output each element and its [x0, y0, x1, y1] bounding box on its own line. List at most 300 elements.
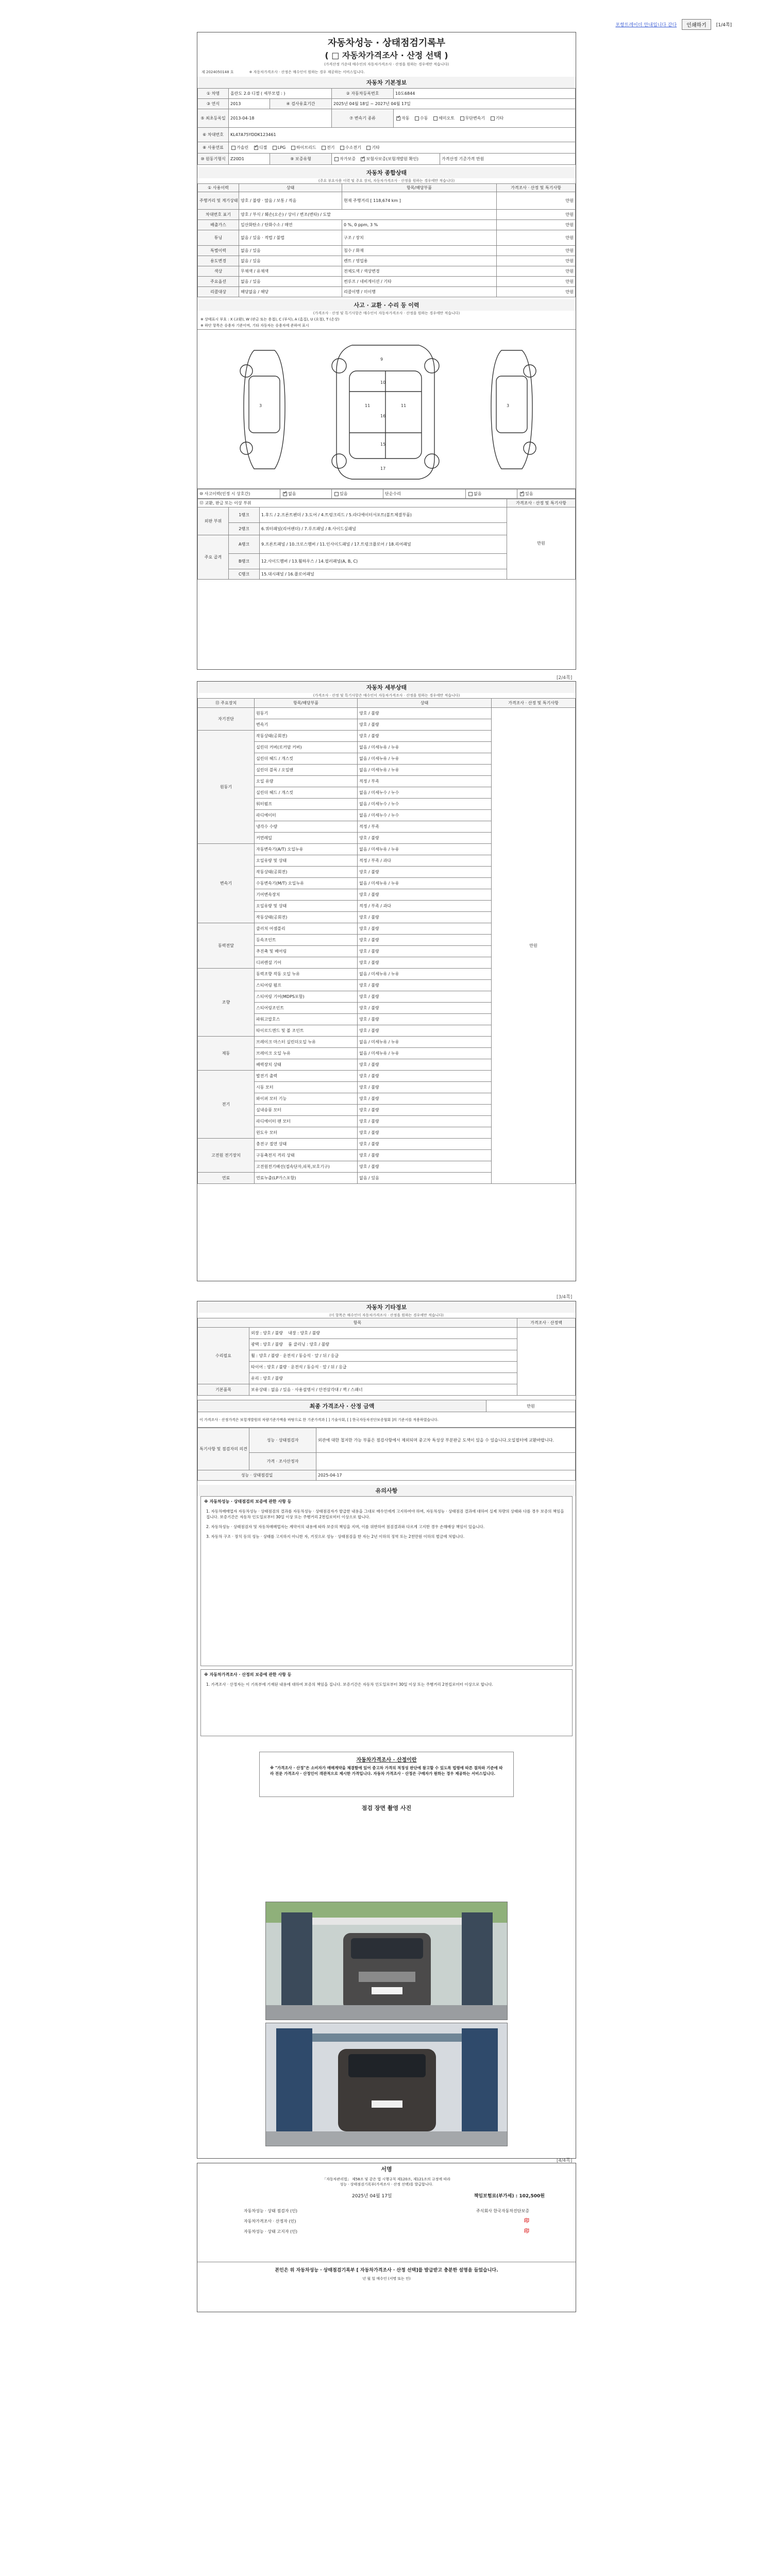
detail-state: 양호 / 불량 [358, 1116, 492, 1127]
detail-state: 없음 / 미세누유 / 누유 [358, 969, 492, 980]
detail-state: 양호 / 불량 [358, 957, 492, 969]
photo-rear-svg [266, 2023, 508, 2146]
rank-label: 1랭크 [229, 507, 260, 523]
checkbox[interactable] [415, 116, 419, 121]
diagram-num: 15 [380, 442, 386, 447]
bottom-note: 본인은 위 자동차성능 · 상태점검기록부 [ 자동차가격조사 · 산정 선택]를 발급받고 충분한 설명을 들었습니다. [275, 2268, 498, 2273]
table-cell: 배출가스 [198, 220, 239, 230]
detail-state: 양호 / 불량 [358, 1139, 492, 1150]
sign-text-1: 「자동차관리법」 제58조 및 같은 법 시행규칙 제120조, 제121조의 규정에 따라 [323, 2177, 450, 2181]
fee-label: 책임보험료(부가세) [474, 2194, 514, 2199]
table-cell: 렌트 / 영업용 [342, 256, 497, 266]
exchange-table [197, 499, 576, 580]
detail-state: 양호 / 불량 [358, 1093, 492, 1105]
transmission-label: ⑦ 변속기 종류 [332, 109, 394, 128]
detail-item: 원동기 [255, 708, 358, 719]
vin-label: ⑥ 차대번호 [198, 128, 229, 142]
detail-item: 와이퍼 모터 기능 [255, 1093, 358, 1105]
car-diagram-svg [197, 330, 576, 489]
state-title: 자동차 종합상태 [197, 167, 576, 178]
detail-state: 없음 / 있음 [358, 1173, 492, 1184]
detail-title: 자동차 세부상태 [197, 682, 576, 693]
car-name-label: ① 차명 [198, 89, 229, 99]
detail-item: 충전구 절연 상태 [255, 1139, 358, 1150]
detail-item: 워터펌프 [255, 799, 358, 810]
checkbox[interactable] [361, 157, 365, 161]
detail-item: 클러치 어셈블리 [255, 923, 358, 935]
inspect-date-label: 성능 · 상태점검일 [198, 1470, 316, 1481]
first-reg: 2013-04-18 [229, 109, 332, 128]
banner-title: 자동차가격조사 · 산정이란 [356, 1757, 417, 1763]
other-label: 수리필요 [198, 1328, 249, 1384]
table-cell: 만원 [497, 277, 576, 287]
checkbox[interactable] [273, 146, 277, 150]
detail-item: 변속기 [255, 719, 358, 731]
diagram-num: 3 [259, 403, 262, 408]
detail-item: 배력장치 상태 [255, 1059, 358, 1071]
detail-header: 항목/해당부품 [255, 699, 358, 708]
option-label: 기타 [372, 145, 380, 150]
table-cell: 만원 [497, 230, 576, 246]
state-header: 가격조사 · 산정 및 특기사항 [497, 184, 576, 192]
option-label: 수소전기 [345, 145, 361, 150]
page-mark-1: [1/4쪽] [716, 22, 732, 28]
rank-items: 12.사이드멤버 / 13.휠하우스 / 14.필러패널(A, B, C) [260, 554, 507, 569]
table-cell: 색상 [198, 266, 239, 277]
top-bar [484, 19, 732, 30]
notice-box-1 [200, 1496, 573, 1666]
option-label: 수동 [420, 116, 428, 121]
table-cell: 전체도색 / 색상변경 [342, 266, 497, 277]
notice-paragraph: 1. 가격조사 · 산정자는 이 기록부에 기재된 내용에 대하여 보증의 책임을 집니다. 보증기간은 자동차 인도일로부터 30일 이상 또는 주행거리 2천킬로미터 이상으로 합니다. [206, 1682, 493, 1687]
option-label: 자동 [401, 116, 410, 121]
rank-label: 2랭크 [229, 523, 260, 535]
vin: KL47A75YDDK123461 [229, 128, 576, 142]
seal-stamp-icon: 印 [524, 2229, 529, 2234]
detail-state: 양호 / 불량 [358, 731, 492, 742]
other-label: 기본품목 [198, 1384, 249, 1396]
checkbox[interactable] [283, 492, 287, 496]
option-label: 기타 [495, 116, 504, 121]
table-cell: 만원 [497, 192, 576, 210]
table-cell: 양호 / 불량 · 많음 / 보통 / 적음 [239, 192, 342, 210]
detail-state: 없음 / 미세누수 / 누수 [358, 799, 492, 810]
final-note: 이 가격조사 · 산정가격은 보험개발원의 차량기준가액을 바탕으로 한 기준가격과 [ ] 기술사회, [ ] 한국자동차진단보증협회 ]의 기준서를 적용하였습니다. [198, 1412, 576, 1428]
option-label: 자가보증 [340, 157, 356, 161]
car-diagram [197, 329, 576, 489]
checkbox[interactable] [433, 116, 438, 121]
detail-group-label: 원동기 [198, 731, 255, 844]
detail-group-label: 고전원 전기장치 [198, 1139, 255, 1173]
engine: Z20D1 [229, 154, 270, 165]
table-cell: 만원 [497, 246, 576, 256]
detail-state: 양호 / 불량 [358, 1150, 492, 1161]
detail-state: 없음 / 미세누유 / 누유 [358, 878, 492, 889]
checkbox[interactable] [468, 492, 473, 496]
checkbox[interactable] [231, 146, 236, 150]
option-label: LPG [277, 145, 286, 150]
notice-section-1: ※ 자동차성능 · 상태점검의 보증에 관한 사항 등 [204, 1499, 292, 1504]
detail-item: 브레이크 마스터 실린더오일 누유 [255, 1037, 358, 1048]
price-label: 가격산정 기준가격 [442, 157, 475, 161]
page-mark-3: [3/4쪽] [557, 1295, 573, 1300]
final-unit: 만원 [486, 1400, 576, 1412]
simple-repair-label: 단순수리 [383, 489, 466, 499]
detail-item: 실린더 헤드 / 개스킷 [255, 753, 358, 765]
detail-state: 양호 / 불량 [358, 991, 492, 1003]
checkbox[interactable] [334, 492, 339, 496]
table-cell: 없음 / 있음 [239, 256, 342, 266]
page-4: 서명 「자동차관리법」 제58조 및 같은 법 시행규칙 제120조, 제121조의 규정에 따라 성능 · 상태점검기록부(가격조사 · 산정 선택)를 발급합니다. 2025년 04월 17일 책임보험료(부가세) : 102,500원 자동차성능 · 상태 점검자 (인) 자동차가격조사 · 산정자 (인) 자동차성능 · 상태 고지자 (인) 주식회사 한국자동차진단보증 印 印 본인은 위 자동차성능 · 상태점검기록부 [ 자동차가격조사 · 산정 선택]를 발급받고 충분한 설명을 들었습니다. 년 월 일 매수인 (서명 또는 인) [197, 2163, 576, 2312]
detail-state: 없음 / 미세누유 / 누유 [358, 1048, 492, 1059]
detail-state: 양호 / 불량 [358, 1003, 492, 1014]
checkbox[interactable] [491, 116, 495, 121]
state-header: 상태 [239, 184, 342, 192]
table-cell: 현재 주행거리 [ 118,674 km ] [342, 192, 497, 210]
accident-note: (가격조사 · 산정 및 특기사항은 매수인이 자동차가격조사 · 산정을 원하는 경우에만 적습니다) [313, 311, 460, 315]
other-item: 광택 : 양호 / 불량 [251, 1342, 283, 1347]
photo-title: 점검 장면 촬영 사진 [197, 1802, 576, 1814]
table-cell: 만원 [497, 220, 576, 230]
basic-info-table [197, 88, 576, 165]
rank-label: C랭크 [229, 569, 260, 580]
detail-state: 양호 / 불량 [358, 935, 492, 946]
year-label: ③ 연식 [198, 99, 229, 109]
detail-group-label: 연료 [198, 1173, 255, 1184]
table-cell: 없음 / 있음 [239, 277, 342, 287]
accident-legend: ※ 상태표시 부호 : X (교환), W (판금 또는 용접), C (부식), A (흠집), U (요철), T (손상) [200, 317, 340, 321]
detail-item: 구동축전지 격리 상태 [255, 1150, 358, 1161]
detail-item: 오일 유량 [255, 776, 358, 787]
option-label: 없음 [288, 492, 296, 496]
table-cell: 없음 / 있음 · 적법 / 불법 [239, 230, 342, 246]
detail-item: 스티어링 기어(MDPS포함) [255, 991, 358, 1003]
option-label: 보험사보증(보험개발원 확인) [366, 157, 419, 161]
detail-state: 없음 / 미세누유 / 누유 [358, 844, 492, 855]
reg-no-label: ② 자동차등록번호 [332, 89, 394, 99]
diagram-num: 3 [507, 403, 510, 408]
banner-text: ※ "가격조사 · 산정"은 소비자가 매매계약을 체결함에 있어 중고차 가격의 적정성 판단에 참고할 수 있도록 법령에 따른 절차와 기준에 따라 전문 가격조사 · 산정인이 객관적으로 제시한 가격입니다. 자동차 가격조사 · 산정은 구매자가 원하는 경우 제공하는 서비스입니다. [270, 1766, 503, 1776]
table-cell: 주요옵션 [198, 277, 239, 287]
other-item: 외장 : 양호 / 불량 [251, 1331, 283, 1335]
detail-state: 양호 / 불량 [358, 867, 492, 878]
table-cell: 없음 / 있음 [239, 246, 342, 256]
inspection-period-label: ④ 검사유효기간 [270, 99, 332, 109]
year: 2013 [229, 99, 270, 109]
final-price-table [197, 1400, 576, 1428]
other-item: 휠 : 양호 / 불량 · 운전석 / 동승석 · 앞 / 뒤 / 응급 [249, 1350, 517, 1362]
detail-state: 양호 / 불량 [358, 1059, 492, 1071]
detail-header: 상태 [358, 699, 492, 708]
detail-item: 파워고압호스 [255, 1014, 358, 1025]
exchange-right: 가격조사 · 산정 및 특기사항 [507, 499, 576, 507]
option-label: 가솔린 [237, 145, 249, 150]
final-title: 최종 가격조사 · 산정 금액 [198, 1400, 486, 1412]
car-name: 올란도 2.0 디젤 [230, 91, 260, 96]
other-note: (이 항목은 매수인이 자동차가격조사 · 산정을 원하는 경우에만 적습니다) [329, 1313, 444, 1317]
engine-label: ⑩ 원동기형식 [198, 154, 229, 165]
bottom-sign: 년 월 일 매수인 (서명 또는 인) [362, 2277, 411, 2281]
detail-item: 동력조향 작동 오일 누유 [255, 969, 358, 980]
detail-item: 수동변속기(M/T) 오일누유 [255, 878, 358, 889]
detail-item: 오일유량 및 상태 [255, 855, 358, 867]
signer-role: 자동차성능 · 상태 점검자 [244, 2209, 289, 2213]
detail-item: 라디에이터 팬 모터 [255, 1116, 358, 1127]
detail-item: 윈도우 모터 [255, 1127, 358, 1139]
notice-paragraph: 1. 자동차매매업자 자동차성능 · 상태점검의 결과를 자동차성능 · 상태점검자가 발급한 내용을 그대로 매수인에게 고지하여야 하며, 자동차성능 · 상태점검 결과에 대하여 실제 차량의 상태와 다를 경우 보증의 책임을 집니다. 보증기간은 자동차 인도일로부터 30일 이상 또는 주행거리 2천킬로미터 이상으로 합니다. [206, 1509, 564, 1519]
detail-state: 적정 / 부족 / 과다 [358, 855, 492, 867]
detail-item: 실내송풍 모터 [255, 1105, 358, 1116]
detail-state: 적정 / 부족 [358, 776, 492, 787]
diagram-num: 10 [380, 380, 386, 385]
detail-item: 오일유량 및 상태 [255, 901, 358, 912]
other-item: 내장 : 양호 / 불량 [288, 1331, 321, 1335]
page-note: (가격산정 가운데 매수인의 자동차가격조사 · 산정을 원하는 경우에만 적습니다) [324, 62, 449, 66]
option-label: 있음 [525, 492, 533, 496]
other-item: 룸 클리닝 : 양호 / 불량 [288, 1342, 330, 1347]
page-3 [197, 1301, 576, 2159]
doc-number-row [197, 67, 576, 77]
detail-item: 라디에이터 [255, 810, 358, 821]
table-cell: 만원 [497, 210, 576, 220]
checkbox[interactable] [334, 157, 339, 161]
diagram-num: 11 [401, 403, 407, 408]
checkbox[interactable] [322, 146, 326, 150]
checkbox[interactable] [520, 492, 524, 496]
exchange-unit: 만원 [507, 507, 576, 580]
table-cell: 차대번호 표기 [198, 210, 239, 220]
detail-item: 작동상태(공회전) [255, 867, 358, 878]
table-cell: 주행거리 및 계기상태 [198, 192, 239, 210]
table-cell: 양호 / 부식 / 훼손(오손) / 상이 / 변조(변타) / 도말 [239, 210, 497, 220]
checkbox[interactable] [254, 146, 258, 150]
rank-items: 6.쿼터패널(리어펜더) / 7.루프패널 / 8.사이드실패널 [260, 523, 507, 535]
page-mark-2: [2/4쪽] [557, 675, 573, 681]
detail-state: 양호 / 불량 [358, 1161, 492, 1173]
notice-paragraph: 3. 자동차 구조 · 장치 등의 성능 · 상태를 고지하지 아니한 자, 거짓으로 성능 · 상태점검을 한 자는 2년 이하의 징역 또는 2천만원 이하의 벌금에 처합니다. [206, 1534, 465, 1539]
rank-label: A랭크 [229, 535, 260, 554]
option-label: 하이브리드 [296, 145, 316, 150]
car-model-detail: ( 세부모델 : ) [261, 91, 285, 96]
checkbox[interactable] [396, 116, 400, 121]
detail-item: 실린더 블록 / 오일팬 [255, 765, 358, 776]
signer-role: 자동차성능 · 상태 고지자 [244, 2229, 289, 2234]
detail-state: 양호 / 불량 [358, 912, 492, 923]
fuel-label: ⑧ 사용연료 [198, 142, 229, 154]
price-unit: 만원 [476, 157, 484, 161]
diagram-num: 17 [380, 466, 386, 471]
notice-title: 유의사항 [197, 1485, 576, 1496]
first-reg-label: ⑤ 최초등록일 [198, 109, 229, 128]
detail-state: 양호 / 불량 [358, 1127, 492, 1139]
fee-amount: 102,500원 [519, 2194, 545, 2199]
table-cell: 리콜대상 [198, 287, 239, 297]
diagram-num: 11 [365, 403, 371, 408]
detail-item: 스티어링 펌프 [255, 980, 358, 991]
photo-front-svg [266, 1902, 508, 2020]
rank-items: 1.후드 / 2.프론트펜더 / 3.도어 / 4.트렁크리드 / 5.라디에이터서포트(볼트체결부품) [260, 507, 507, 523]
rank-items: 15.대시패널 / 16.플로어패널 [260, 569, 507, 580]
table-cell: 구조 / 장치 [342, 230, 497, 246]
detail-item: 자동변속기(A/T) 오일누유 [255, 844, 358, 855]
detail-state: 적정 / 부족 / 과다 [358, 901, 492, 912]
other-item: 보유상태 : 없음 / 있음 · 사용설명서 / 안전삼각대 / 잭 / 스패너 [249, 1384, 517, 1396]
other-item: 타이어 : 양호 / 불량 · 운전석 / 동승석 · 앞 / 뒤 / 응급 [249, 1362, 517, 1373]
sign-text-2: 성능 · 상태점검기록부(가격조사 · 산정 선택)를 발급합니다. [340, 2182, 433, 2187]
seal-stamp-icon: 印 [524, 2218, 529, 2224]
table-cell: 리콜이행 / 미이행 [342, 287, 497, 297]
detail-item: 등속조인트 [255, 935, 358, 946]
detail-item: 연료누출(LP가스포함) [255, 1173, 358, 1184]
page-2 [197, 681, 576, 1281]
detail-state: 양호 / 불량 [358, 708, 492, 719]
detail-item: 발전기 출력 [255, 1071, 358, 1082]
detail-item: 실린더 커버(로커암 커버) [255, 742, 358, 753]
state-note: (주요 부요사용 이력 및 주요 장치, 자동차가격조사 · 산정을 원하는 경우에만 적습니다) [318, 179, 455, 183]
company-name: 주식회사 한국자동차진단보증 [476, 2209, 529, 2213]
page-1 [197, 32, 576, 670]
detail-state: 양호 / 불량 [358, 1082, 492, 1093]
print-button[interactable]: 인쇄하기 [682, 19, 711, 30]
detail-item: 작동상태(공회전) [255, 912, 358, 923]
page-mark-4: [4/4쪽] [557, 2158, 573, 2163]
signer-role: 자동차가격조사 · 산정자 [244, 2219, 288, 2224]
detail-state: 양호 / 불량 [358, 889, 492, 901]
option-label: 세미오토 [439, 116, 455, 121]
table-cell: 만원 [497, 256, 576, 266]
signer-mark: (인) [290, 2229, 297, 2234]
detail-state: 없음 / 미세누유 / 누유 [358, 1037, 492, 1048]
detail-state: 없음 / 미세누유 / 누유 [358, 742, 492, 753]
accident-table [197, 489, 576, 499]
inspect-text: 외관에 대한 철저한 가능 부품은 점검사항에서 제외되며 중고차 특성상 부분판금 도색이 있을 수 있습니다.오일필터에 교환바랍니다. [316, 1428, 576, 1453]
option-label: 디젤 [259, 145, 267, 150]
accident-history-label: ⑩ 사고이력(인정 시 상호간) [198, 489, 280, 499]
checkbox[interactable] [460, 116, 464, 121]
detail-state: 없음 / 미세누수 / 누수 [358, 787, 492, 799]
option-label: 전기 [326, 145, 335, 150]
detail-state: 양호 / 불량 [358, 1071, 492, 1082]
detail-group-label: 조향 [198, 969, 255, 1037]
info-banner [259, 1752, 514, 1797]
checkbox[interactable] [340, 146, 344, 150]
signer-mark: (인) [290, 2209, 297, 2213]
inspection-photo-rear [265, 2023, 508, 2146]
detail-item: 실린더 헤드 / 개스킷 [255, 787, 358, 799]
accident-legend-2: ※ 하단 항목은 승용차 기준이며, 기타 자동차는 승용차에 준하여 표시 [200, 324, 309, 328]
detail-state: 양호 / 불량 [358, 980, 492, 991]
state-header: 항목/해당부품 [342, 184, 497, 192]
detail-state: 없음 / 미세누수 / 누수 [358, 810, 492, 821]
detail-item: 타이로드엔드 및 볼 조인트 [255, 1025, 358, 1037]
detail-state: 양호 / 불량 [358, 1025, 492, 1037]
accident-title: 사고 · 교환 · 수리 등 이력 [197, 299, 576, 311]
detail-item: 추진축 및 베어링 [255, 946, 358, 957]
detail-group-label: 전기 [198, 1071, 255, 1139]
detail-item: 브레이크 오일 누유 [255, 1048, 358, 1059]
detail-group-label: 자기진단 [198, 708, 255, 731]
state-table [197, 183, 576, 297]
table-cell: 침수 / 화재 [342, 246, 497, 256]
other-item: 유리 : 양호 / 불량 [249, 1373, 517, 1384]
table-cell: 만원 [497, 287, 576, 297]
rank-items: 9.프론트패널 / 10.크로스멤버 / 11.인사이드패널 / 17.트렁크플로어 / 18.리어패널 [260, 535, 507, 554]
doc-number: 제 2024050148 호 [201, 70, 234, 74]
other-table [197, 1318, 576, 1396]
detail-note: (가격조사 · 산정 및 특기사항은 매수인이 자동차가격조사 · 산정을 원하는 경우에만 적습니다) [313, 693, 460, 698]
notice-section-2: ※ 자동차가격조사 · 산정의 보증에 관한 사항 등 [204, 1672, 292, 1677]
detail-group-label: 동력전달 [198, 923, 255, 969]
detail-item: 고전원전기배선(접속단자,피복,보호기구) [255, 1161, 358, 1173]
special-table [197, 1428, 576, 1481]
detail-state: 적정 / 부족 [358, 821, 492, 833]
detail-state: 양호 / 불량 [358, 833, 492, 844]
page-subtitle: ( □ 자동차가격조사 · 산정 선택 ) [325, 50, 448, 60]
detail-state: 양호 / 불량 [358, 1105, 492, 1116]
rank-label: B랭크 [229, 554, 260, 569]
checkbox[interactable] [291, 146, 295, 150]
detail-header: 가격조사 · 산정 및 특기사항 [492, 699, 576, 708]
reg-no: 10도6844 [394, 89, 576, 99]
detail-item: 커먼레일 [255, 833, 358, 844]
frame-label: 주요 골격 [198, 535, 229, 580]
warranty-label: ⑨ 보증유형 [270, 154, 332, 165]
table-cell: 만원 [497, 266, 576, 277]
detail-item: 기어변속장치 [255, 889, 358, 901]
detail-table [197, 698, 576, 1184]
notice-paragraph: 2. 자동차성능 · 상태점검자 및 자동차매매업자는 계약서의 내용에 따라 보증의 책임을 지며, 이를 위반하여 점검결과와 다르게 고지한 경우 손해배상 책임이 있습니다. [206, 1524, 485, 1529]
table-cell: 해당없음 / 해당 [239, 287, 342, 297]
detail-state: 양호 / 불량 [358, 1014, 492, 1025]
detail-state: 없음 / 미세누유 / 누유 [358, 753, 492, 765]
detail-state: 없음 / 미세누유 / 누유 [358, 765, 492, 776]
price-estimator-label: 가격 · 조사산정자 [249, 1453, 316, 1470]
notice-box-2 [200, 1669, 573, 1736]
detail-header: ⑬ 주요장치 [198, 699, 255, 708]
inspect-label: 성능 · 상태점검자 [249, 1428, 316, 1453]
signer-mark: (인) [289, 2219, 296, 2224]
detail-item: 작동상태(공회전) [255, 731, 358, 742]
exchange-title: ⑫ 교환, 판금 또는 이상 부위 [198, 499, 507, 507]
option-label: 없음 [474, 492, 482, 496]
outer-label: 외판 부위 [198, 507, 229, 535]
other-header: 가격조사 · 산정액 [517, 1318, 576, 1328]
detail-item: 냉각수 수량 [255, 821, 358, 833]
detail-state: 양호 / 불량 [358, 719, 492, 731]
detail-state: 양호 / 불량 [358, 923, 492, 935]
checkbox[interactable] [366, 146, 371, 150]
inspection-photo-front [265, 1902, 508, 2020]
inspect-date: 2025-04-17 [316, 1470, 576, 1481]
doc-note: ※ 자동차가격조사 · 산정은 매수인이 원하는 경우 제공하는 서비스입니다. [249, 70, 365, 74]
table-cell: 튜닝 [198, 230, 239, 246]
guide-link[interactable]: 포항트레이더 안내입니다 같다 [615, 22, 677, 28]
diagram-num: 16 [380, 414, 386, 418]
other-title: 자동차 기타정보 [197, 1301, 576, 1313]
state-header: ① 사용이력 [198, 184, 239, 192]
table-cell: 용도변경 [198, 256, 239, 266]
option-label: 무단변속기 [465, 116, 485, 121]
detail-group-label: 제동 [198, 1037, 255, 1071]
option-label: 있음 [340, 492, 348, 496]
detail-item: 디퍼렌셜 기어 [255, 957, 358, 969]
detail-item: 시동 모터 [255, 1082, 358, 1093]
detail-unit: 만원 [492, 708, 576, 1184]
table-cell: 특별이력 [198, 246, 239, 256]
detail-item: 스티어링조인트 [255, 1003, 358, 1014]
table-cell: 썬루프 / 네비게이션 / 기타 [342, 277, 497, 287]
table-cell: 일산화탄소 / 탄화수소 / 매연 [239, 220, 342, 230]
